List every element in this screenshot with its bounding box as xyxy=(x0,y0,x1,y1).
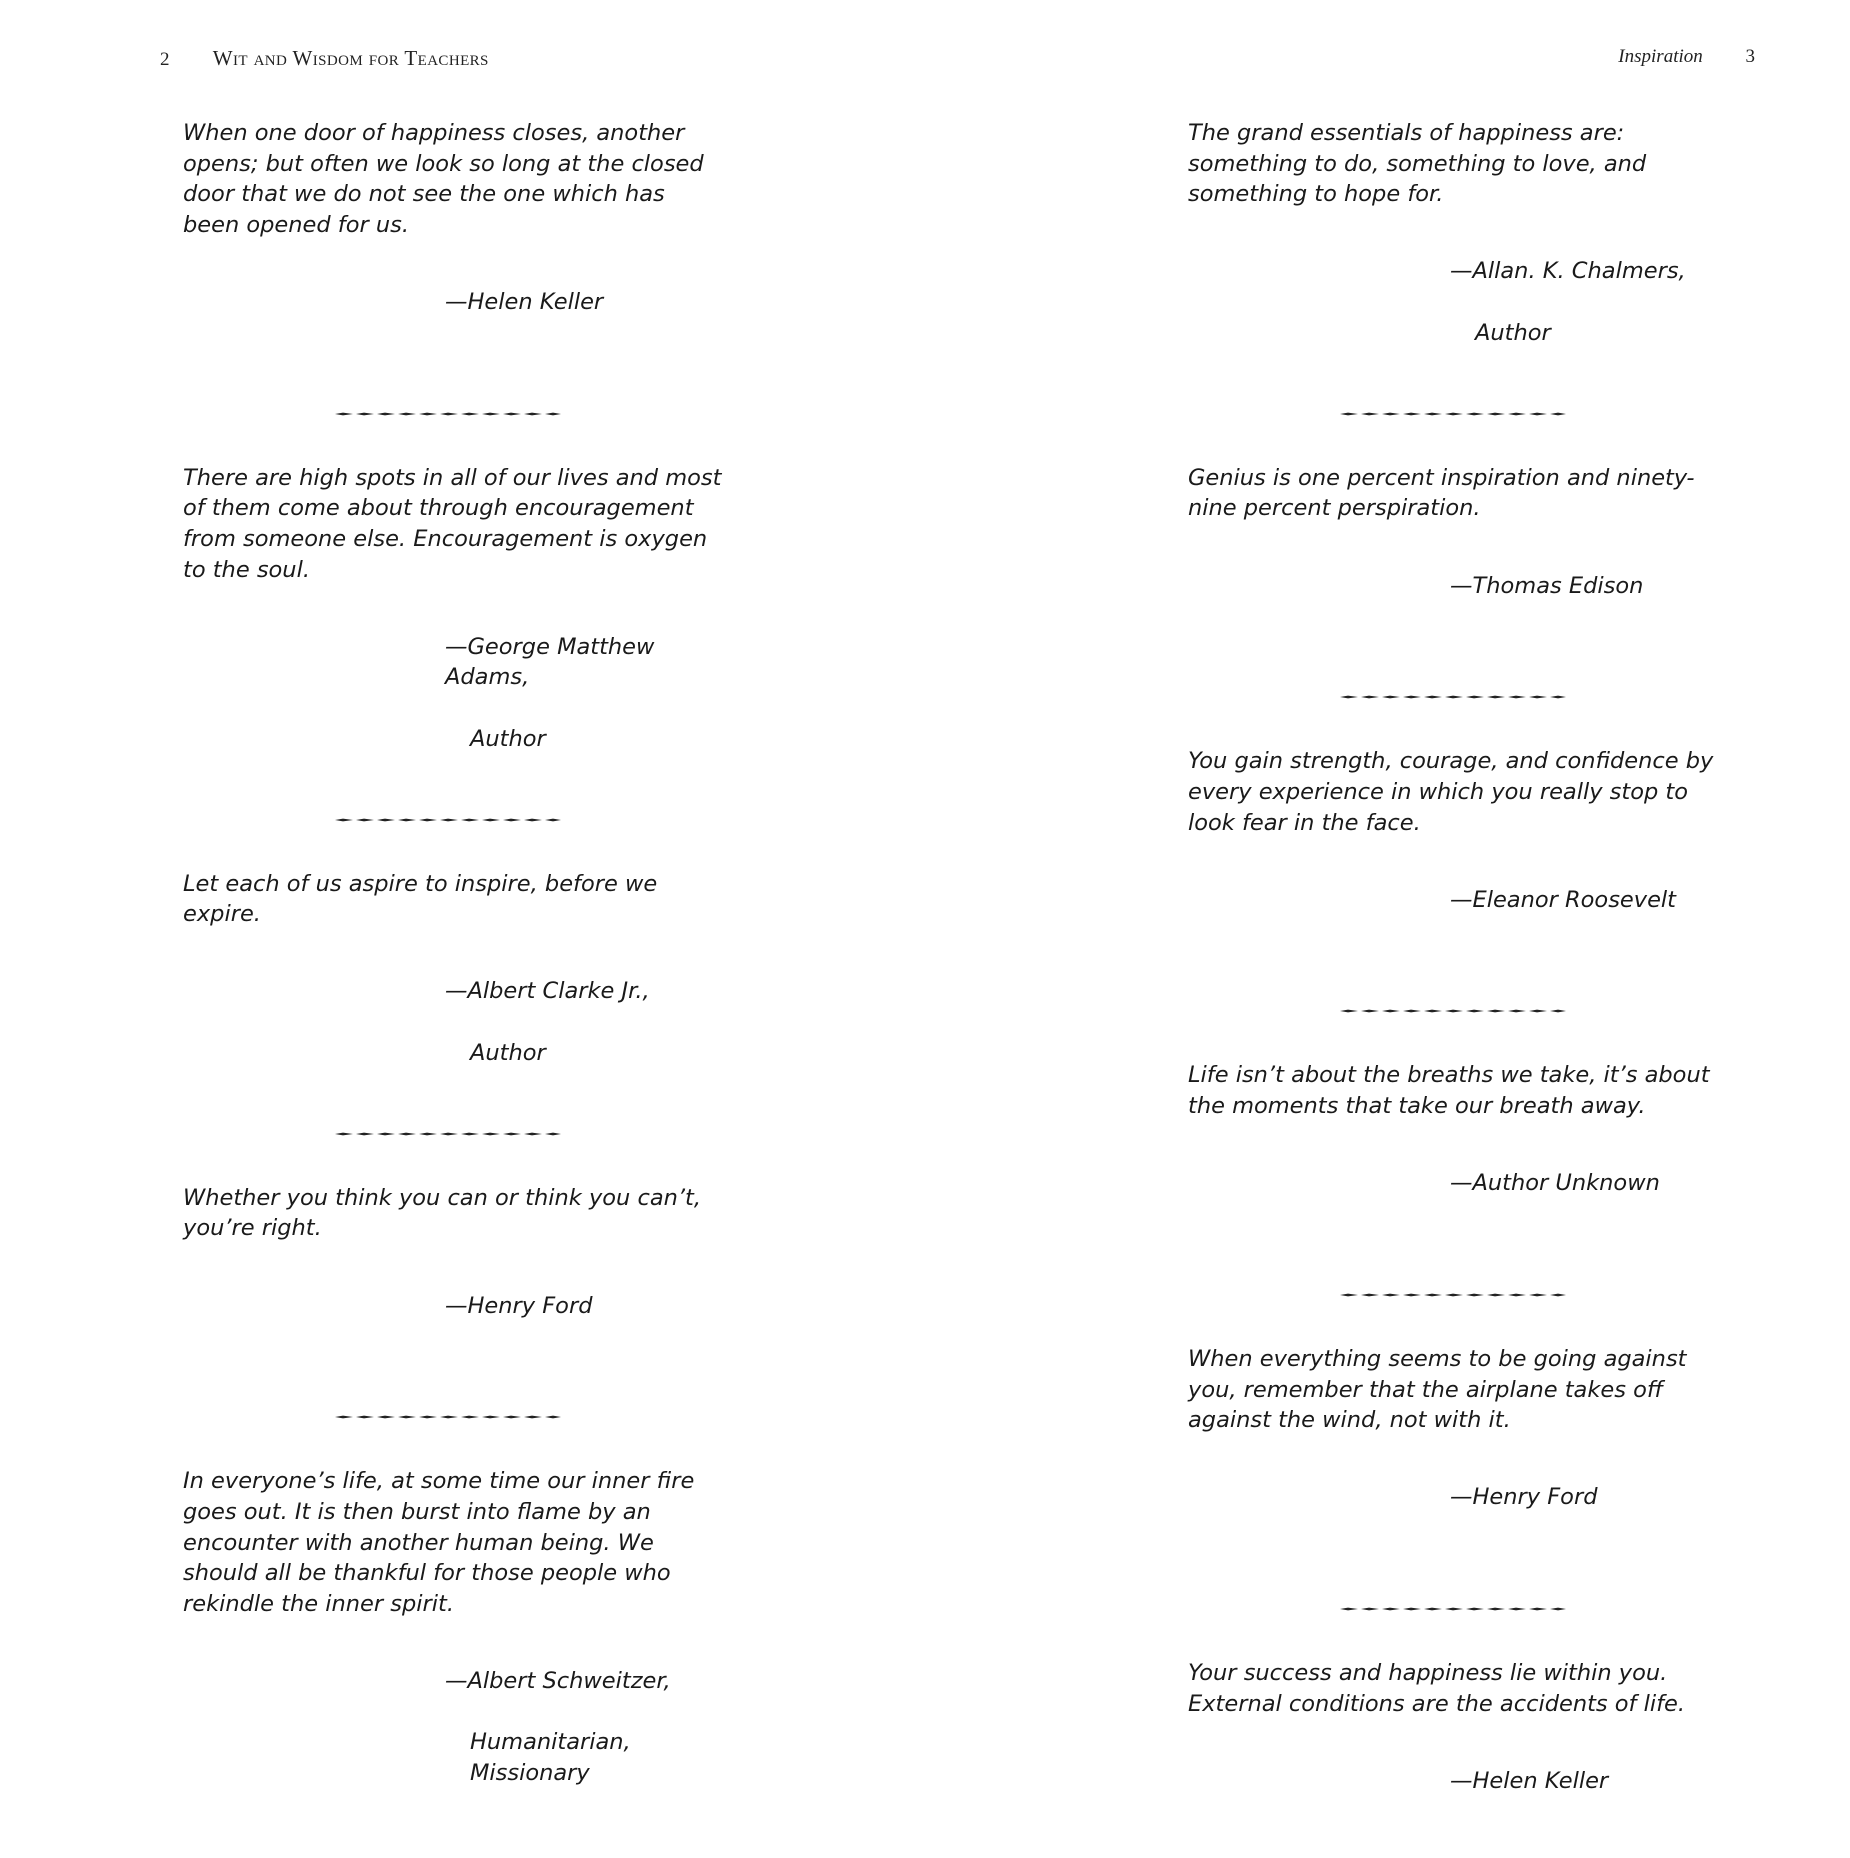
dashed-rule-ornament-icon xyxy=(333,815,563,825)
quote-attribution xyxy=(445,256,723,378)
quote-text: When everything seems to be going against you, remember that the airplane takes off against the wind, not with it. xyxy=(1188,1346,1687,1434)
quote-block xyxy=(1188,1658,1728,1858)
quote-author-role: Humanitarian, Missionary xyxy=(470,1729,631,1786)
quote-author: —Henry Ford xyxy=(445,1292,593,1319)
quote-text: In everyone’s life, at some time our inner fire goes out. It is then burst into flame by an encounter with another human being. We should all be thankful for those people who rekindle the inner spirit. xyxy=(183,1468,695,1617)
dashed-rule-ornament-icon xyxy=(1338,1290,1568,1300)
quote-attribution xyxy=(445,601,723,785)
quote-author: —Thomas Edison xyxy=(1450,572,1644,599)
running-head-left xyxy=(160,46,489,71)
quote-author: —Helen Keller xyxy=(445,288,604,315)
quote-attribution xyxy=(445,946,723,1099)
quote-attribution xyxy=(1450,1452,1728,1574)
quote-author-role: Author xyxy=(1475,319,1551,346)
quote-block xyxy=(183,1183,723,1383)
section-title: Inspiration xyxy=(1618,46,1703,67)
running-head-right xyxy=(1618,46,1755,68)
quote-author: —Albert Schweitzer, xyxy=(445,1667,671,1694)
quote-text: Your success and happiness lie within you. External conditions are the accidents of life. xyxy=(1188,1660,1686,1717)
quote-text: Whether you think you can or think you can’t, you’re right. xyxy=(183,1184,701,1242)
quote-block xyxy=(183,1466,723,1819)
dashed-rule-ornament-icon xyxy=(1338,1604,1568,1614)
quote-block xyxy=(183,118,723,379)
quote-author: —Helen Keller xyxy=(1450,1767,1609,1794)
quote-author: —Allan. K. Chalmers, xyxy=(1450,258,1686,285)
quote-author-role: Author xyxy=(470,1039,546,1066)
left-page xyxy=(0,0,925,1786)
dashed-rule-ornament-icon xyxy=(333,409,563,419)
quote-text: There are high spots in all of our lives and most of them come about through encouragement from someone else. Encouragement is oxygen to the soul. xyxy=(183,464,722,583)
quote-block xyxy=(183,869,723,1099)
quote-author-role: Author xyxy=(470,725,546,752)
quote-attribution xyxy=(1450,1138,1728,1260)
quote-text: Genius is one percent inspiration and ninety-nine percent perspiration. xyxy=(1188,464,1695,522)
dashed-rule-ornament-icon xyxy=(1338,409,1568,419)
quote-block xyxy=(183,463,723,785)
dashed-rule-ornament-icon xyxy=(333,1129,563,1139)
dashed-rule-ornament-icon xyxy=(333,1412,563,1422)
dashed-rule-ornament-icon xyxy=(1338,692,1568,702)
quote-block xyxy=(1188,746,1728,976)
quote-text: When one door of happiness closes, another opens; but often we look so long at the closed door that we do not see the one which has been opened for us. xyxy=(183,120,704,238)
quote-attribution xyxy=(445,1260,723,1382)
quote-block xyxy=(1188,1344,1728,1574)
quote-list-right xyxy=(1188,118,1728,1858)
dashed-rule-ornament-icon xyxy=(1338,1006,1568,1016)
page-number-right: 3 xyxy=(1745,46,1755,67)
quote-block xyxy=(1188,1060,1728,1260)
quote-text: Let each of us aspire to inspire, before we expire. xyxy=(183,870,658,928)
quote-author: —Author Unknown xyxy=(1450,1170,1660,1197)
quote-attribution xyxy=(445,1635,723,1819)
quote-attribution xyxy=(1450,1735,1728,1857)
quote-author: —Henry Ford xyxy=(1450,1484,1598,1511)
quote-text: Life isn’t about the breaths we take, it’s about the moments that take our breath away. xyxy=(1188,1062,1710,1120)
quote-text: The grand essentials of happiness are: something to do, something to love, and something to hope for. xyxy=(1188,120,1647,208)
quote-block xyxy=(1188,463,1728,663)
quote-author: —George Matthew Adams, xyxy=(445,633,655,691)
right-page xyxy=(925,0,1850,1794)
quote-author: —Albert Clarke Jr., xyxy=(445,978,650,1005)
quote-list-left xyxy=(183,118,723,1819)
quote-text: You gain strength, courage, and confidence by every experience in which you really stop to look fear in the face. xyxy=(1188,748,1714,836)
quote-block xyxy=(1188,118,1728,379)
book-title: Wit and Wisdom for Teachers xyxy=(212,46,489,70)
quote-attribution xyxy=(1450,226,1728,379)
quote-attribution xyxy=(1450,540,1728,662)
page-number-left: 2 xyxy=(160,49,170,70)
quote-author: —Eleanor Roosevelt xyxy=(1450,886,1676,913)
quote-attribution xyxy=(1450,854,1728,976)
